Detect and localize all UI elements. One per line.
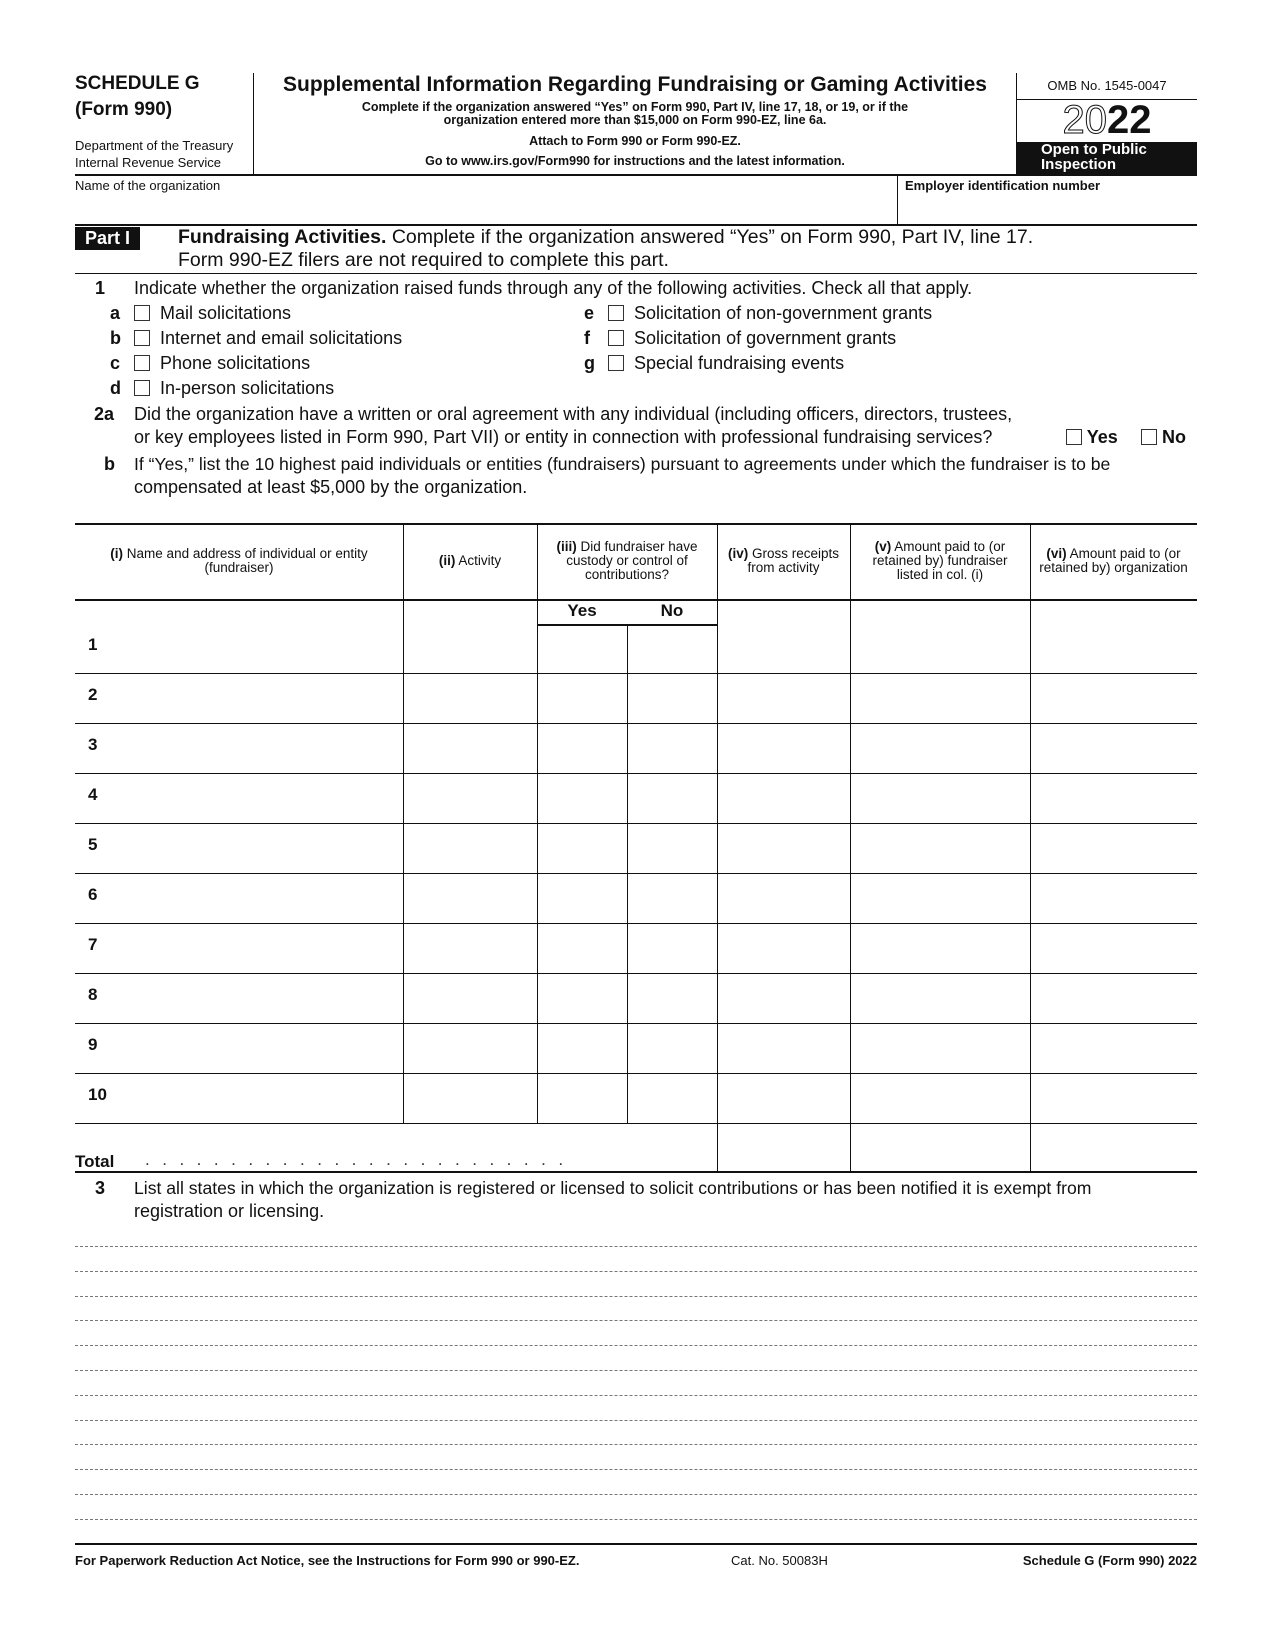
row-number: 6 bbox=[88, 885, 98, 904]
table-cell[interactable] bbox=[76, 1024, 402, 1072]
table-cell[interactable] bbox=[76, 724, 402, 772]
ein-label: Employer identification number bbox=[905, 178, 1101, 193]
org-name-field[interactable] bbox=[75, 194, 895, 222]
table-cell[interactable] bbox=[718, 600, 849, 672]
states-entry-line[interactable] bbox=[75, 1320, 1197, 1321]
table-cell[interactable] bbox=[76, 774, 402, 822]
activity-option-e[interactable] bbox=[584, 303, 932, 324]
option-letter: a bbox=[110, 303, 121, 323]
table-bottom-border bbox=[75, 1171, 1197, 1173]
table-cell[interactable] bbox=[628, 974, 716, 1022]
table-cell[interactable] bbox=[76, 924, 402, 972]
total-cell[interactable] bbox=[851, 1124, 1029, 1170]
states-entry-line[interactable] bbox=[75, 1370, 1197, 1371]
attach-note: Attach to Form 990 or Form 990-EZ. bbox=[529, 134, 741, 148]
table-cell[interactable] bbox=[851, 1024, 1029, 1072]
table-cell[interactable] bbox=[718, 774, 849, 822]
table-cell[interactable] bbox=[1031, 974, 1196, 1022]
q2b-text-2: compensated at least $5,000 by the organization. bbox=[134, 477, 528, 497]
checkbox[interactable] bbox=[134, 380, 150, 396]
table-cell[interactable] bbox=[76, 824, 402, 872]
row-number: 10 bbox=[88, 1085, 107, 1104]
divider bbox=[75, 273, 1197, 274]
form-subtitle bbox=[254, 101, 1016, 127]
row-number: 8 bbox=[88, 985, 98, 1004]
table-cell[interactable] bbox=[404, 724, 536, 772]
table-cell[interactable] bbox=[538, 724, 626, 772]
column-header-1: (i) Name and address of individual or entity (fundraiser) bbox=[110, 546, 368, 575]
activity-option-c[interactable] bbox=[110, 353, 310, 374]
option-letter: b bbox=[110, 328, 121, 348]
table-cell[interactable] bbox=[1031, 1074, 1196, 1122]
table-cell[interactable] bbox=[76, 1074, 402, 1122]
table-cell[interactable] bbox=[1031, 674, 1196, 722]
tax-year: 2022 bbox=[1062, 98, 1152, 142]
table-cell[interactable] bbox=[1031, 600, 1196, 672]
option-letter: g bbox=[584, 353, 595, 373]
footer-cat-number: Cat. No. 50083H bbox=[731, 1553, 828, 1568]
schedule-label: SCHEDULE G bbox=[75, 73, 200, 94]
option-letter: f bbox=[584, 328, 590, 348]
states-entry-line[interactable] bbox=[75, 1345, 1197, 1346]
table-cell[interactable] bbox=[1031, 774, 1196, 822]
table-cell[interactable] bbox=[628, 1074, 716, 1122]
table-cell[interactable] bbox=[404, 874, 536, 922]
column-header-6: (vi) Amount paid to (or retained by) organization bbox=[1039, 546, 1188, 575]
total-label: Total bbox=[75, 1152, 115, 1171]
option-label: Internet and email solicitations bbox=[160, 328, 403, 348]
table-cell[interactable] bbox=[851, 774, 1029, 822]
table-cell[interactable] bbox=[851, 924, 1029, 972]
option-label: In-person solicitations bbox=[160, 378, 335, 398]
table-cell[interactable] bbox=[538, 924, 626, 972]
omb-number: OMB No. 1545-0047 bbox=[1047, 78, 1167, 93]
table-cell[interactable] bbox=[1031, 874, 1196, 922]
total-cell[interactable] bbox=[1031, 1124, 1196, 1170]
option-label: Solicitation of government grants bbox=[634, 328, 897, 348]
table-cell[interactable] bbox=[851, 824, 1029, 872]
checkbox[interactable] bbox=[608, 330, 624, 346]
states-entry-line[interactable] bbox=[75, 1494, 1197, 1495]
states-entry-line[interactable] bbox=[75, 1519, 1197, 1520]
checkbox[interactable] bbox=[134, 305, 150, 321]
q2b-number: b bbox=[104, 454, 115, 474]
row-number: 4 bbox=[88, 785, 98, 804]
table-cell[interactable] bbox=[1031, 924, 1196, 972]
table-cell[interactable] bbox=[851, 724, 1029, 772]
form-title: Supplemental Information Regarding Fundraising or Gaming Activities bbox=[283, 73, 987, 96]
table-cell[interactable] bbox=[851, 1074, 1029, 1122]
table-cell[interactable] bbox=[851, 874, 1029, 922]
table-cell[interactable] bbox=[404, 774, 536, 822]
yes-checkbox[interactable] bbox=[1066, 429, 1082, 445]
table-cell[interactable] bbox=[851, 674, 1029, 722]
q2b-text: If “Yes,” list the 10 highest paid individuals or entities (fundraisers) pursuant to agreements under which the fundraiser is to be bbox=[134, 454, 1111, 474]
activity-option-b[interactable] bbox=[110, 328, 402, 349]
option-label: Mail solicitations bbox=[160, 303, 292, 323]
option-label: Phone solicitations bbox=[160, 353, 311, 373]
part-i-tag: Part I bbox=[75, 227, 140, 250]
table-cell[interactable] bbox=[718, 1024, 849, 1072]
table-cell[interactable] bbox=[718, 1074, 849, 1122]
table-cell[interactable] bbox=[538, 1074, 626, 1122]
footer-paperwork-notice: For Paperwork Reduction Act Notice, see the Instructions for Form 990 or 990-EZ. bbox=[75, 1553, 580, 1568]
table-cell[interactable] bbox=[538, 974, 626, 1022]
table-cell[interactable] bbox=[538, 674, 626, 722]
checkbox[interactable] bbox=[134, 355, 150, 371]
open-to-public-badge: Open to Public Inspection bbox=[1017, 142, 1197, 174]
q2a-no[interactable]: No bbox=[1141, 427, 1186, 448]
option-label: Special fundraising events bbox=[634, 353, 845, 373]
table-cell[interactable] bbox=[538, 874, 626, 922]
column-header-3: (iii) Did fundraiser have custody or control of contributions? bbox=[556, 539, 698, 582]
table-cell[interactable] bbox=[404, 674, 536, 722]
option-label: Solicitation of non-government grants bbox=[634, 303, 933, 323]
no-checkbox[interactable] bbox=[1141, 429, 1157, 445]
table-cell[interactable] bbox=[628, 924, 716, 972]
irs-label: Internal Revenue Service bbox=[75, 155, 221, 170]
table-cell[interactable] bbox=[1031, 724, 1196, 772]
activity-option-g[interactable] bbox=[584, 353, 844, 374]
states-entry-line[interactable] bbox=[75, 1296, 1197, 1297]
subtitle-line-2: organization entered more than $15,000 on Form 990-EZ, line 6a. bbox=[443, 113, 827, 127]
table-cell[interactable] bbox=[76, 600, 402, 672]
activity-option-a[interactable] bbox=[110, 303, 291, 324]
row-number: 1 bbox=[88, 635, 98, 654]
table-cell[interactable] bbox=[538, 1024, 626, 1072]
table-cell[interactable] bbox=[628, 774, 716, 822]
states-entry-line[interactable] bbox=[75, 1469, 1197, 1470]
table-cell[interactable] bbox=[851, 974, 1029, 1022]
table-cell[interactable] bbox=[628, 724, 716, 772]
table-cell[interactable] bbox=[718, 824, 849, 872]
row-number: 2 bbox=[88, 685, 98, 704]
table-cell[interactable] bbox=[1031, 824, 1196, 872]
org-name-label: Name of the organization bbox=[75, 178, 221, 193]
table-cell[interactable] bbox=[628, 626, 716, 672]
table-cell[interactable] bbox=[538, 824, 626, 872]
checkbox[interactable] bbox=[608, 305, 624, 321]
table-cell[interactable] bbox=[718, 674, 849, 722]
table-cell[interactable] bbox=[404, 1024, 536, 1072]
q3-text: List all states in which the organization is registered or licensed to solicit contributions or has been notified it is exempt from bbox=[134, 1178, 1092, 1198]
part-i-heading: Fundraising Activities. Complete if the organization answered “Yes” on Form 990, Part IV, line 17. Form 990-EZ filers are not required to complete this part. bbox=[178, 226, 1034, 271]
states-entry-line[interactable] bbox=[75, 1271, 1197, 1272]
q2a-text: Did the organization have a written or oral agreement with any individual (including officers, directors, trustees, bbox=[134, 404, 1013, 424]
q1-number: 1 bbox=[95, 278, 106, 298]
column-header-5: (v) Amount paid to (or retained by) fundraiser listed in col. (i) bbox=[872, 539, 1008, 582]
ein-field[interactable] bbox=[905, 194, 1195, 222]
q2a-number: 2a bbox=[94, 404, 115, 424]
table-cell[interactable] bbox=[718, 974, 849, 1022]
form-label: (Form 990) bbox=[75, 99, 173, 120]
table-cell[interactable] bbox=[404, 974, 536, 1022]
states-entry-line[interactable] bbox=[75, 1420, 1197, 1421]
row-number: 5 bbox=[88, 835, 98, 854]
footer-form-id: Schedule G (Form 990) 2022 bbox=[1022, 1553, 1197, 1568]
table-cell[interactable] bbox=[76, 974, 402, 1022]
total-cell[interactable] bbox=[718, 1124, 849, 1170]
activity-option-f[interactable] bbox=[584, 328, 896, 349]
table-cell[interactable] bbox=[404, 924, 536, 972]
checkbox[interactable] bbox=[134, 330, 150, 346]
q2a-text-2: or key employees listed in Form 990, Part VII) or entity in connection with professional fundraising services? bbox=[134, 427, 993, 447]
row-number: 7 bbox=[88, 935, 98, 954]
table-cell[interactable] bbox=[628, 1024, 716, 1072]
row-number: 3 bbox=[88, 735, 98, 754]
leader-dots: ......................... bbox=[145, 1150, 576, 1169]
table-cell[interactable] bbox=[1031, 1024, 1196, 1072]
q2a-yes[interactable]: Yes bbox=[1066, 427, 1118, 448]
goto-note: Go to www.irs.gov/Form990 for instructions and the latest information. bbox=[425, 154, 845, 168]
q3-number: 3 bbox=[95, 1178, 106, 1198]
table-cell[interactable] bbox=[538, 626, 626, 672]
divider bbox=[897, 176, 898, 224]
checkbox[interactable] bbox=[608, 355, 624, 371]
q3-text-2: registration or licensing. bbox=[134, 1201, 325, 1221]
table-cell[interactable] bbox=[718, 724, 849, 772]
states-entry-line[interactable] bbox=[75, 1444, 1197, 1445]
states-entry-line[interactable] bbox=[75, 1395, 1197, 1396]
table-cell[interactable] bbox=[76, 874, 402, 922]
states-entry-line[interactable] bbox=[75, 1246, 1197, 1247]
divider bbox=[75, 174, 1197, 176]
table-cell[interactable] bbox=[851, 600, 1029, 672]
divider bbox=[75, 1543, 1197, 1545]
custody-yes-header: Yes bbox=[567, 601, 597, 620]
column-header-2: (ii) Activity bbox=[438, 553, 502, 568]
table-cell[interactable] bbox=[628, 674, 716, 722]
table-cell[interactable] bbox=[718, 924, 849, 972]
q1-text: Indicate whether the organization raised funds through any of the following activities. Check all that apply. bbox=[134, 278, 973, 298]
option-letter: e bbox=[584, 303, 595, 323]
table-cell[interactable] bbox=[76, 674, 402, 722]
column-header-4: (iv) Gross receipts from activity bbox=[727, 546, 840, 575]
table-cell[interactable] bbox=[628, 874, 716, 922]
dept-label: Department of the Treasury bbox=[75, 138, 234, 153]
option-letter: d bbox=[110, 378, 121, 398]
option-letter: c bbox=[110, 353, 121, 373]
table-cell[interactable] bbox=[404, 600, 536, 672]
table-cell[interactable] bbox=[404, 1074, 536, 1122]
subtitle-line-1: Complete if the organization answered “Yes” on Form 990, Part IV, line 17, 18, or 19, or if the bbox=[361, 100, 909, 114]
table-cell[interactable] bbox=[628, 824, 716, 872]
row-number: 9 bbox=[88, 1035, 98, 1054]
table-cell[interactable] bbox=[718, 874, 849, 922]
table-cell[interactable] bbox=[538, 774, 626, 822]
table-cell[interactable] bbox=[404, 824, 536, 872]
custody-no-header: No bbox=[660, 601, 684, 620]
activity-option-d[interactable] bbox=[110, 378, 334, 399]
